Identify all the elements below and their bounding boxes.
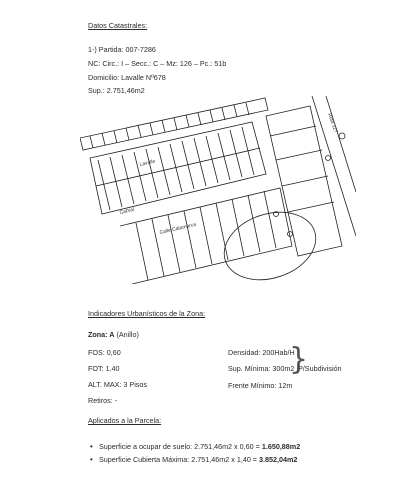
zona-detail: (Anillo) (116, 330, 139, 339)
fot-line: FOT: 1.40 (88, 364, 120, 373)
indicadores-heading: Indicadores Urbanísticos de la Zona: (88, 309, 206, 318)
subdivision-label: P/Subdivisión (298, 364, 342, 373)
map-label-catamarca: Calle Catamarca (159, 221, 197, 236)
parcela-item (99, 455, 297, 464)
map-label-lavalle: Lavalle (139, 158, 156, 168)
altura-line: ALT. MAX: 3 Pisos (88, 380, 147, 389)
sup-minima-line: Sup. Mínima: 300m2 (228, 364, 295, 373)
map-label-ruta: Ruta 127 (326, 112, 339, 134)
parcela-heading: Aplicados a la Parcela: (88, 416, 162, 425)
catastro-heading: Datos Catastrales: (88, 21, 148, 30)
parcela-item (99, 442, 300, 451)
densidad-line: Densidad: 200Hab/H (228, 348, 295, 357)
retiros-line: Retiros: - (88, 396, 118, 405)
parcela-item-result: 1.650,88m2 (261, 442, 301, 451)
bracket-icon: } (289, 342, 309, 377)
frente-minimo-line: Frente Mínimo: 12m (228, 381, 293, 390)
map-label-cabral: Cabral (119, 206, 135, 216)
nomenclatura-line: NC: Circ.: I – Secc.: C – Mz: 126 – Pc.: 51b (88, 59, 227, 68)
cadastral-map (80, 96, 356, 284)
superficie-line: Sup.: 2.751,46m2 (88, 86, 145, 95)
parcela-item-result: 3.852,04m2 (259, 455, 298, 464)
zona-line (88, 330, 139, 339)
partida-line: 1-) Partida: 007-7286 (88, 45, 156, 54)
domicilio-line: Domicilio: Lavalle Nº678 (88, 73, 166, 82)
parcela-item-formula: Superficie a ocupar de suelo: 2.751,46m2 x 0,60 = (99, 442, 262, 451)
fos-line: FOS: 0,60 (88, 348, 121, 357)
zona-label: Zona: A (88, 330, 115, 339)
parcela-item-formula: Superficie Cubierta Máxima: 2.751,46m2 x 1,40 = (99, 455, 260, 464)
